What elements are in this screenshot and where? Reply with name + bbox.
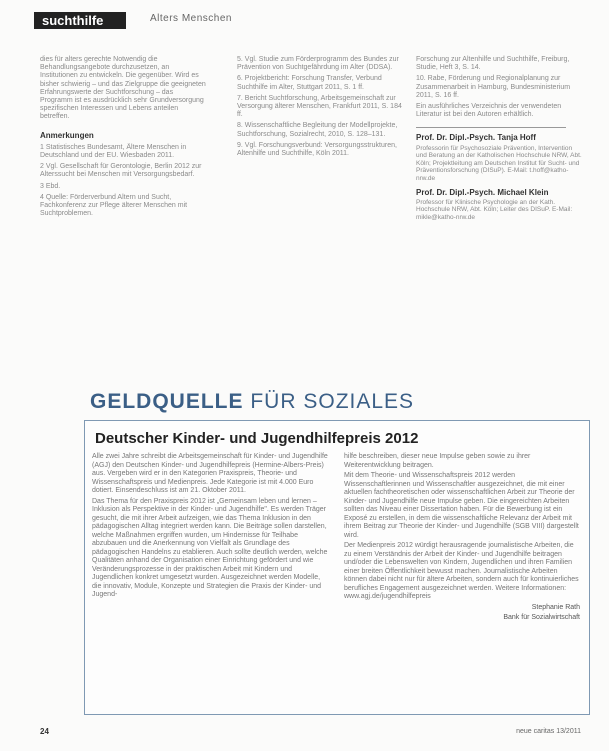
- info-paragraph: Mit dem Theorie- und Wissenschaftspreis 2012 werden Wissenschaftlerinnen und Wissenschaftler ausgezeichnet, die mit einer aktuellen fachtheoretischen oder wissenschaftlichen Arbeit zur Theorie der Kinder- und Jugendhilfe neue Impulse geben. Die eingereichten Arbeiten sollten das Niveau einer Dissertation haben. Für die Bewerbung ist ein Exposé zu erstellen, in dem die wissenschaftliche Relevanz der Arbeit mit ihrem Beitrag zur Theorie der Kinder- und Jugendhilfe (SGB VIII) dargestellt wird.: [344, 472, 579, 539]
- author-block: [416, 134, 582, 182]
- note-item: 2 Vgl. Gesellschaft für Gerontologie, Berlin 2012 zur Alterssucht bei Menschen mit Versorgungsbedarf.: [40, 163, 202, 179]
- author-name: Prof. Dr. Dipl.-Psych. Michael Klein: [416, 187, 549, 197]
- literature-remark: Ein ausführliches Verzeichnis der verwendeten Literatur ist bei den Autoren erhältlich.: [416, 103, 562, 119]
- note-item: 3 Ebd.: [40, 182, 61, 190]
- geldquelle-heading-rest: FÜR SOZIALES: [250, 390, 415, 413]
- reference-item: 6. Projektbericht: Forschung Transfer, Verbund Suchthilfe im Alter, Stuttgart 2011, S. 1 ff.: [237, 75, 382, 91]
- page-number: 24: [40, 727, 49, 736]
- info-paragraph: Alle zwei Jahre schreibt die Arbeitsgemeinschaft für Kinder- und Jugendhilfe (AGJ) den Deutschen Kinder- und Jugendhilfepreis (Hermine-Albers-Preis) aus. Vergeben wird er in den Kategorien Praxispreis, Theorie- und Wissenschaftspreis und Medienpreis. Jede Kategorie ist mit 4.000 Euro dotiert. Einsendeschluss ist am 21. Oktober 2011.: [92, 453, 328, 494]
- info-box-column-2: [344, 453, 580, 625]
- info-paragraph: Der Medienpreis 2012 würdigt herausragende journalistische Arbeiten, die zu einem Verständnis der Arbeit der Kinder- und Jugendhilfe beitragen und/oder die Lebenswelten von Kindern, Jugendlichen und ihren Familien einer breiten Öffentlichkeit bewusst machen. Journalistische Arbeiten können dabei nicht nur für ältere Arbeiten, sondern auch für kontinuierliches berufliches Engagement ausgezeichnet werden. Weitere Informationen: www.agj.de/jugendhilfepreis: [344, 542, 579, 600]
- divider: [416, 127, 566, 128]
- notes-heading: Anmerkungen: [40, 130, 94, 140]
- subsection-label: Alters Menschen: [150, 13, 232, 24]
- reference-item: 7. Bericht Suchtforschung, Arbeitsgemeinschaft zur Versorgung älterer Menschen, Frankfurt 2011, S. 184 ff.: [237, 94, 402, 119]
- geldquelle-heading-bold: GELDQUELLE: [90, 390, 244, 413]
- reference-item: 8. Wissenschaftliche Begleitung der Modellprojekte, Suchtforschung, Sozialrecht, 2010, S. 128–131.: [237, 122, 398, 138]
- info-paragraph: hilfe beschreiben, dieser neue Impulse geben sowie zu ihrer Weiterentwicklung beitragen.: [344, 453, 531, 469]
- author-name: Prof. Dr. Dipl.-Psych. Tanja Hoff: [416, 133, 536, 143]
- article-column-2: [237, 56, 407, 161]
- section-label: suchthilfe: [34, 12, 126, 29]
- reference-item: 9. Vgl. Forschungsverbund: Versorgungsstrukturen, Altenhilfe und Suchthilfe, Köln 2011.: [237, 141, 397, 158]
- geldquelle-heading: [90, 390, 414, 414]
- article-column-3: [416, 56, 582, 222]
- info-box-title: Deutscher Kinder- und Jugendhilfepreis 2012: [95, 430, 419, 447]
- note-item: 4 Quelle: Förderverbund Altern und Sucht, Fachkonferenz zur Pflege älterer Menschen mit Suchtproblemen.: [40, 193, 188, 218]
- author-bio: Professor für Klinische Psychologie an der Kath. Hochschule NRW, Abt. Köln; Leiter des DISuP. E-Mail: mikle@katho-nrw.de: [416, 198, 573, 221]
- info-paragraph: Das Thema für den Praxispreis 2012 ist „Gemeinsam leben und lernen – Inklusion als Perspektive in der Kinder- und Jugendhilfe". Es werden Träger gesucht, die mit ihrer Arbeit aufzeigen, wie das Thema Inklusion in den pädagogischen Alltag integriert werden kann. Die Beiträge sollen darstellen, welche Maßnahmen ergriffen wurden, um Hindernisse für Teilhabe abzubauen und die Anerkennung von Vielfalt als Grundlage des pädagogischen Handelns zu etablieren. Auch sollte deutlich werden, welche Qualitäten anhand der Organisation einer Einrichtung gefördert und wie Veränderungsprozesse in der praktischen Arbeit mit Kindern und Jugendlichen konkret umgesetzt wurden. Ausgezeichnet werden Modelle, die innovativ, Module, Konzepte und Strategien die Praxis der Kinder- und Jugend-: [92, 497, 328, 598]
- signature-name: Stephanie Rath: [531, 603, 580, 611]
- reference-item: Forschung zur Altenhilfe und Suchthilfe, Freiburg, Studie, Heft 3, S. 14.: [416, 56, 570, 72]
- info-box-column-1: [92, 453, 329, 602]
- reference-item: 5. Vgl. Studie zum Förderprogramm des Bundes zur Prävention von Suchtgefährdung im Alter (DDSA).: [237, 56, 399, 72]
- note-item: 1 Statistisches Bundesamt, Ältere Menschen in Deutschland und der EU. Wiesbaden 2011.: [40, 143, 187, 160]
- reference-item: 10. Rabe, Förderung und Regionalplanung zur Zusammenarbeit in Hamburg, Bundesministerium 2011, S. 16 ff.: [416, 75, 571, 99]
- author-block: [416, 189, 582, 222]
- journal-name: neue caritas 13/2011: [516, 728, 581, 735]
- article-text: dies für alters gerechte Notwendig die Behandlungsangebote durchzusetzen, an Institutionen zu entwickeln. Die gegenüber. Wird es bisher schwierig – und das Zielgruppe die geeigneten Erfahrungswerte der Suchtforschung – das Programm ist es ausdrücklich sehr Grundversorgung spezifischen Interessen und Lebens anteilen betreffen.: [40, 56, 206, 121]
- author-bio: Professorin für Psychosoziale Prävention, Intervention und Beratung an der Katholischen Hochschule NRW, Abt. Köln; Projektleitung am Deutschen Institut für Sucht- und Präventionsforschung (DISuP). E-Mail: t.hoff@katho-nrw.de: [416, 144, 582, 182]
- article-column-1: [40, 56, 206, 221]
- signature-role: Bank für Sozialwirtschaft: [503, 614, 580, 621]
